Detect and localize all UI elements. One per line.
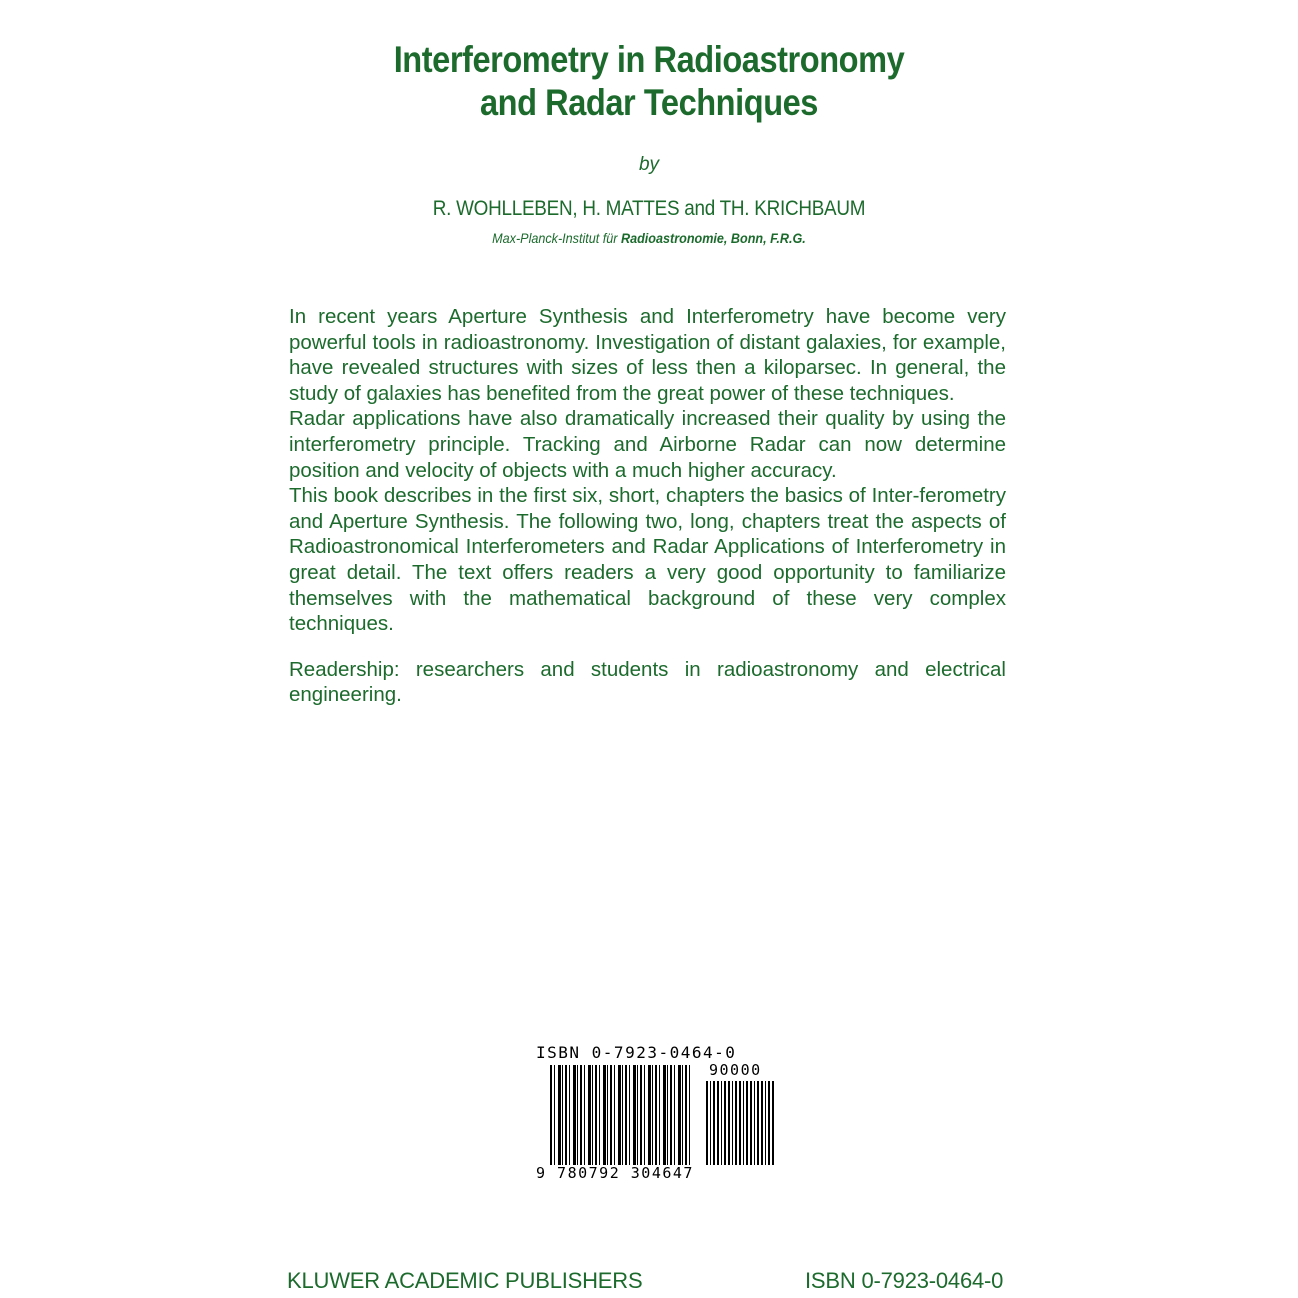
blurb-paragraph-2: Radar applications have also dramatically increased their quality by using the interferometry principle. Tracking and Airborne Radar can now determine position and velocity of objects with a much higher accuracy. xyxy=(289,407,1006,482)
barcode-price-code: 90000 xyxy=(709,1061,762,1079)
book-title-line-1: Interferometry in Radioastronomy xyxy=(393,39,905,80)
barcode-ean-digits: 9 780792 304647 xyxy=(536,1164,694,1182)
barcode-bars xyxy=(550,1065,690,1165)
readership: Readership: researchers and students in radioastronomy and electrical engineering. xyxy=(289,657,1006,707)
blurb xyxy=(289,304,1006,708)
barcode-addon-bars xyxy=(706,1081,776,1165)
book-title-line-2: and Radar Techniques xyxy=(479,82,818,123)
footer-isbn: ISBN 0-7923-0464-0 xyxy=(805,1268,1004,1293)
affiliation xyxy=(65,230,1233,246)
barcode-isbn-label: ISBN 0-7923-0464-0 xyxy=(536,1043,737,1062)
isbn-barcode xyxy=(533,1043,783,1183)
affiliation-location: Radioastronomie, Bonn, F.R.G. xyxy=(621,230,806,246)
publisher-name: KLUWER ACADEMIC PUBLISHERS xyxy=(287,1268,643,1293)
blurb-paragraph-1: In recent years Aperture Synthesis and Interferometry have become very powerful tools in radioastronomy. Investigation of distant galaxies, for example, have revealed structures with sizes of less then a kiloparsec. In general, the study of galaxies has benefited from the great power of these techniques. xyxy=(289,305,1006,405)
blurb-paragraph-3: This book describes in the first six, short, chapters the basics of Inter-ferometry and Aperture Synthesis. The following two, long, chapters treat the aspects of Radioastronomical Interferometers and Radar Applications of Interferometry in great detail. The text offers readers a very good opportunity to familiarize themselves with the mathematical background of these very complex techniques. xyxy=(289,484,1006,636)
affiliation-institute: Max-Planck-Institut für xyxy=(492,230,622,246)
book-title xyxy=(78,38,1220,124)
by-label: by xyxy=(638,154,660,175)
authors: R. WOHLLEBEN, H. MATTES and TH. KRICHBAUM xyxy=(432,197,866,220)
